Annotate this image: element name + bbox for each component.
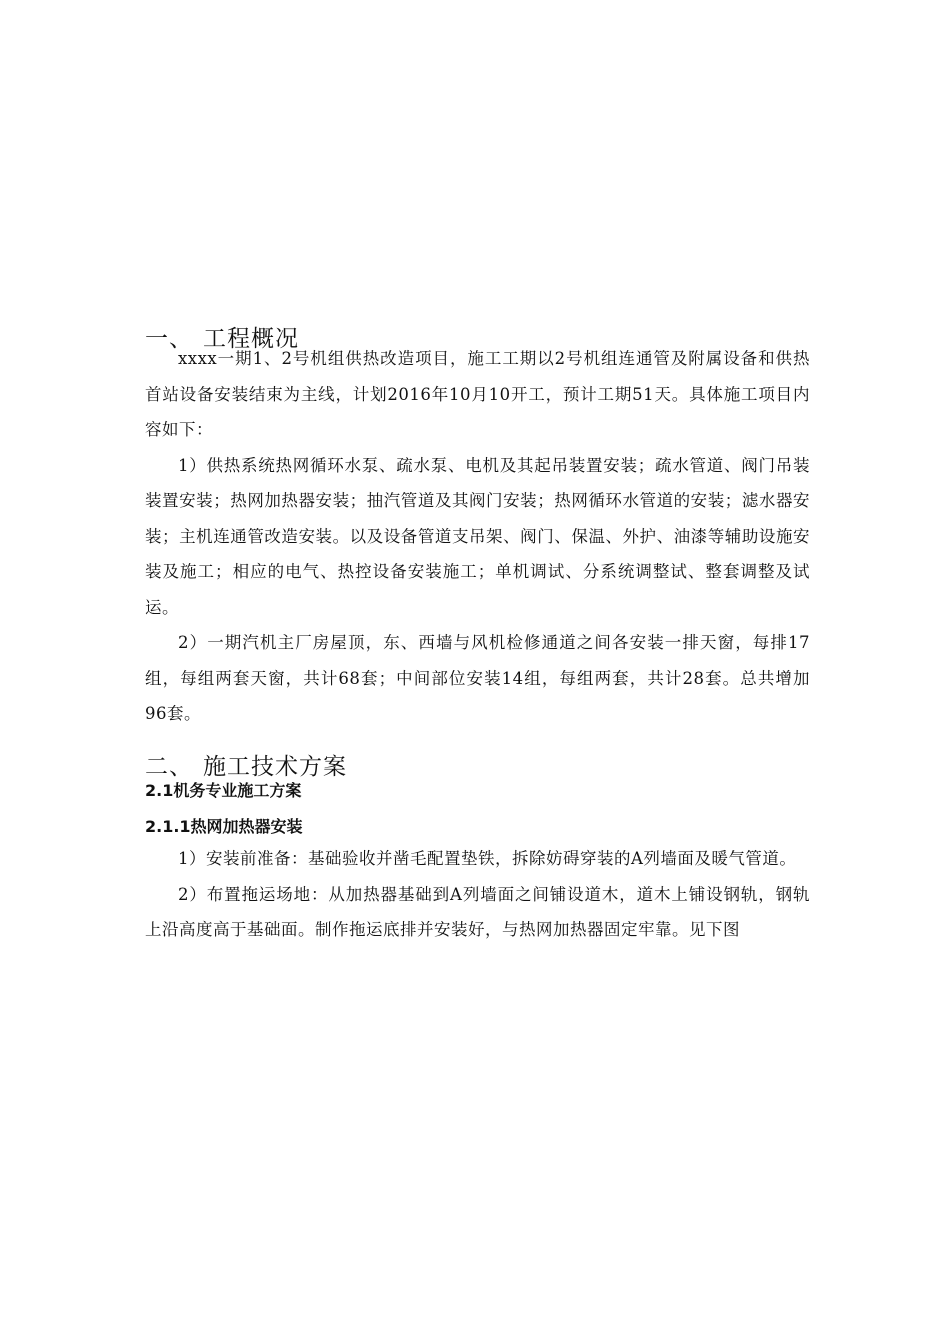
section-number: 一、 — [145, 326, 193, 352]
section-number: 二、 — [145, 754, 193, 780]
subsection-heading-2-1-1: 2.1.1热网加热器安装 — [145, 817, 303, 836]
paragraph-site-layout: 2）布置拖运场地：从加热器基础到A列墙面之间铺设道木，道木上铺设钢轨，钢轨上沿高度高于基础面。制作拖运底排并安装好，与热网加热器固定牢靠。见下图 — [145, 884, 810, 939]
section-1-body — [145, 341, 810, 732]
paragraph-preparation: 1）安装前准备：基础验收并凿毛配置垫铁，拆除妨碍穿装的A列墙面及暖气管道。 — [178, 849, 797, 868]
paragraph-item-2: 2）一期汽机主厂房屋顶，东、西墙与风机检修通道之间各安装一排天窗，每排17组，每组两套天窗，共计68套；中间部位安装14组，每组两套，共计28套。总共增加96套。 — [145, 633, 810, 723]
section-2-body — [145, 841, 810, 948]
section-heading-2 — [145, 748, 347, 781]
paragraph-overview: xxxx一期1、2号机组供热改造项目，施工工期以2号机组连通管及附属设备和供热首站设备安装结束为主线，计划2016年10月10开工，预计工期51天。具体施工项目内容如下： — [145, 349, 810, 439]
subsection-heading-2-1: 2.1机务专业施工方案 — [145, 781, 302, 800]
paragraph-item-1: 1）供热系统热网循环水泵、疏水泵、电机及其起吊装置安装；疏水管道、阀门吊装装置安装；热网加热器安装；抽汽管道及其阀门安装；热网循环水管道的安装；滤水器安装；主机连通管改造安装。以及设备管道支吊架、阀门、保温、外护、油漆等辅助设施安装及施工；相应的电气、热控设备安装施工；单机调试、分系统调整试、整套调整及试运。 — [145, 455, 810, 617]
section-title: 工程概况 — [203, 326, 299, 352]
section-title: 施工技术方案 — [203, 754, 347, 780]
